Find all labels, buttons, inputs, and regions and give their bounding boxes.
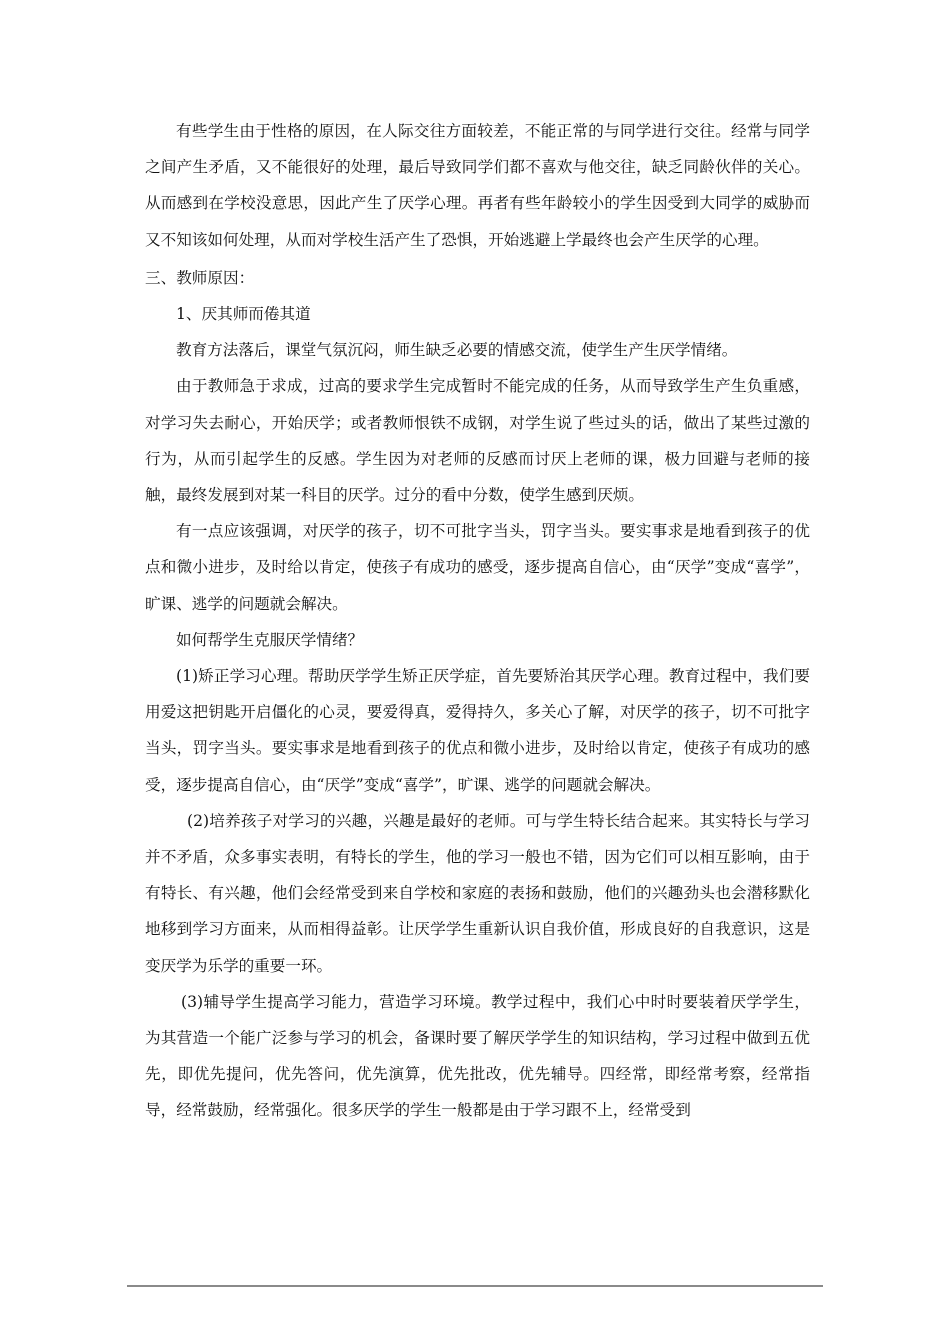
paragraph-emphasis: 有一点应该强调，对厌学的孩子，切不可批字当头，罚字当头。要实事求是地看到孩子的优点和微小进步，及时给以肯定，使孩子有成功的感受，逐步提高自信心，由“厌学”变成“喜学”，旷课、逃学的问题就会解决。 [145,522,810,613]
paragraph-method-2: (2)培养孩子对学习的兴趣，兴趣是最好的老师。可与学生特长结合起来。其实特长与学习并不矛盾，众多事实表明，有特长的学生，他的学习一般也不错，因为它们可以相互影响，由于有特长、有兴趣，他们会经常受到来自学校和家庭的表扬和鼓励，他们的兴趣劲头也会潜移默化地移到学习方面来，从而相得益彰。让厌学学生重新认识自我价值，形成良好的自我意识，这是变厌学为乐学的重要一环。 [145,811,810,975]
footer-divider [127,1285,823,1287]
paragraph-teaching-methods: 教育方法落后，课堂气氛沉闷，师生缺乏必要的情感交流，使学生产生厌学情绪。 [176,341,738,360]
question-heading: 如何帮学生克服厌学情绪？ [176,630,364,649]
paragraph-peer-relations: 有些学生由于性格的原因，在人际交往方面较差，不能正常的与同学进行交往。经常与同学之间产生矛盾，又不能很好的处理，最后导致同学们都不喜欢与他交往，缺乏同龄伙伴的关心。从而感到在学校没意思，因此产生了厌学心理。再者有些年龄较小的学生因受到大同学的威胁而又不知该如何处理，从而对学校生活产生了恐惧，开始逃避上学最终也会产生厌学的心理。 [145,122,810,249]
paragraph-teacher-pressure: 由于教师急于求成，过高的要求学生完成暂时不能完成的任务，从而导致学生产生负重感，对学习失去耐心，开始厌学；或者教师恨铁不成钢，对学生说了些过头的话，做出了某些过激的行为，从而引起学生的反感。学生因为对老师的反感而讨厌上老师的课，极力回避与老师的接触，最终发展到对某一科目的厌学。过分的看中分数，使学生感到厌烦。 [145,377,810,505]
paragraph-method-3: (3)辅导学生提高学习能力，营造学习环境。教学过程中，我们心中时时要装着厌学学生，为其营造一个能广泛参与学习的机会，备课时要了解厌学学生的知识结构，学习过程中做到五优先，即优先提问，优先答问，优先演算，优先批改，优先辅导。四经常，即经常考察，经常指导，经常鼓励，经常强化。很多厌学的学生一般都是由于学习跟不上，经常受到 [145,992,810,1120]
section-heading-teacher-reasons: 三、教师原因： [145,268,255,287]
paragraph-method-1: (1)矫正学习心理。帮助厌学学生矫正厌学症，首先要矫治其厌学心理。教育过程中，我们要用爱这把钥匙开启僵化的心灵，要爱得真，爱得持久，多关心了解，对厌学的孩子，切不可批字当头，罚字当头。要实事求是地看到孩子的优点和微小进步，及时给以肯定，使孩子有成功的感受，逐步提高自信心，由“厌学”变成“喜学”，旷课、逃学的问题就会解决。 [145,667,810,794]
document-body [145,113,810,1129]
subheading-teacher-1: 1、厌其师而倦其道 [176,305,311,324]
